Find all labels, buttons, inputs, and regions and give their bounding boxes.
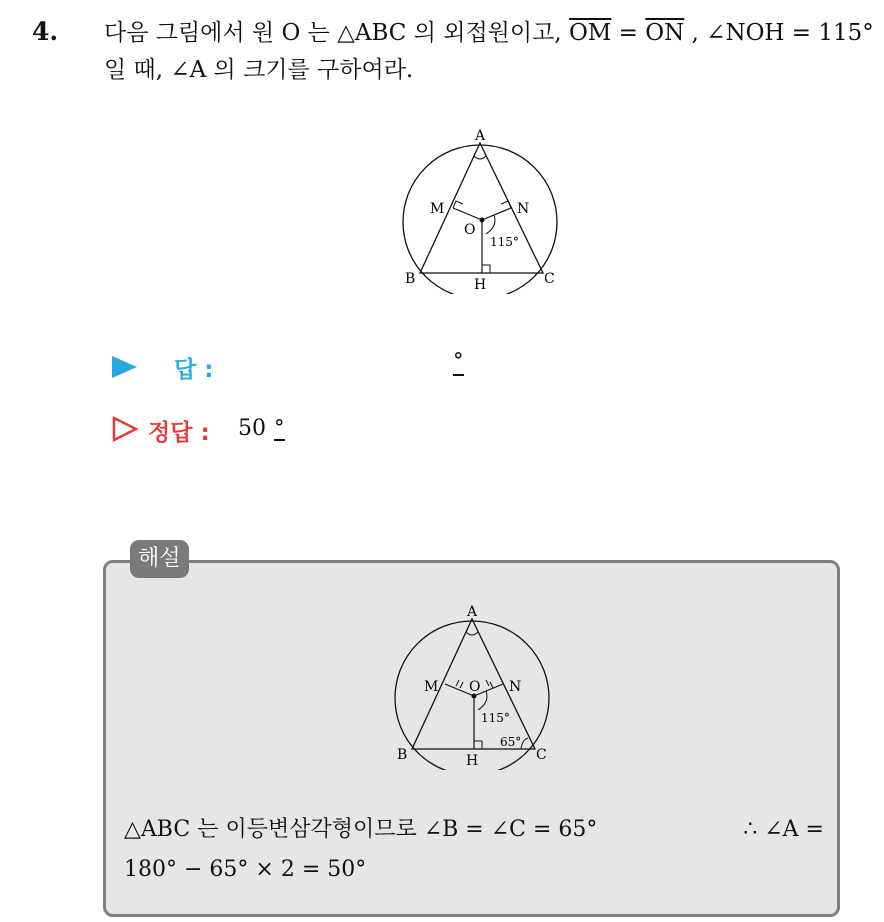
solution-line-1-right: ∴ ∠A = (743, 817, 824, 842)
solution-tab: 해설 (130, 540, 189, 578)
solution-line-1 (124, 810, 824, 850)
right-angle-n (501, 201, 511, 208)
angle-arc-a-2 (466, 632, 478, 635)
angle-label-115-2: 115° (481, 711, 510, 725)
correct-value: 50 (238, 416, 266, 441)
segment-om-line (453, 208, 482, 220)
label-o-2: O (469, 679, 481, 695)
solution-line-1-left: △ABC 는 이등변삼각형이므로 ∠B = ∠C = 65° (124, 817, 598, 842)
answer-blank[interactable]: ° (453, 348, 464, 376)
tick-marks-om (456, 680, 463, 688)
play-triangle-icon (112, 356, 137, 378)
correct-answer-row (112, 412, 412, 452)
question-text (104, 15, 874, 89)
answer-label: 답 : (174, 357, 214, 383)
solution-text (124, 810, 824, 890)
label-c: C (544, 271, 555, 287)
label-b-2: B (397, 747, 408, 763)
question-text-part2: , ∠NOH = 115° 일 때, ∠A 의 크기를 구하여라. (104, 20, 874, 83)
tick-marks-on (486, 680, 493, 688)
right-angle-h-2 (474, 741, 482, 749)
segment-on: $\overline{ON}$ (645, 20, 685, 46)
label-n: N (517, 201, 530, 217)
label-c-2: C (536, 747, 547, 763)
label-a: A (475, 128, 486, 144)
label-o: O (464, 222, 476, 238)
center-point (480, 218, 485, 223)
label-m-2: M (424, 679, 439, 695)
label-h: H (474, 277, 487, 293)
angle-arc-c (521, 738, 528, 749)
right-angle-h (482, 265, 490, 273)
outline-triangle-icon (112, 416, 138, 442)
answer-row (112, 348, 532, 388)
triangle-circumcircle-figure (396, 122, 562, 294)
segment-on-line (482, 208, 511, 220)
angle-arc-a (474, 156, 486, 159)
question-number: 4. (32, 17, 59, 46)
label-h-2: H (466, 753, 479, 769)
label-a-2: A (467, 604, 478, 620)
right-angle-m (453, 201, 463, 208)
segment-om: $\overline{OM}$ (568, 20, 612, 46)
question-text-part1: 다음 그림에서 원 O 는 △ABC 의 외접원이고, (104, 20, 569, 46)
solution-line-2: 180° − 65° × 2 = 50° (124, 857, 367, 882)
label-m: M (430, 201, 445, 217)
correct-value-wrap (238, 416, 285, 441)
correct-unit: ° (274, 416, 285, 440)
equals-sign: = (611, 20, 646, 46)
angle-label-115: 115° (490, 235, 519, 249)
correct-label: 정답 : (148, 420, 210, 446)
label-b: B (405, 271, 416, 287)
angle-label-65: 65° (500, 735, 522, 749)
label-n-2: N (509, 679, 522, 695)
solution-figure (388, 598, 554, 770)
